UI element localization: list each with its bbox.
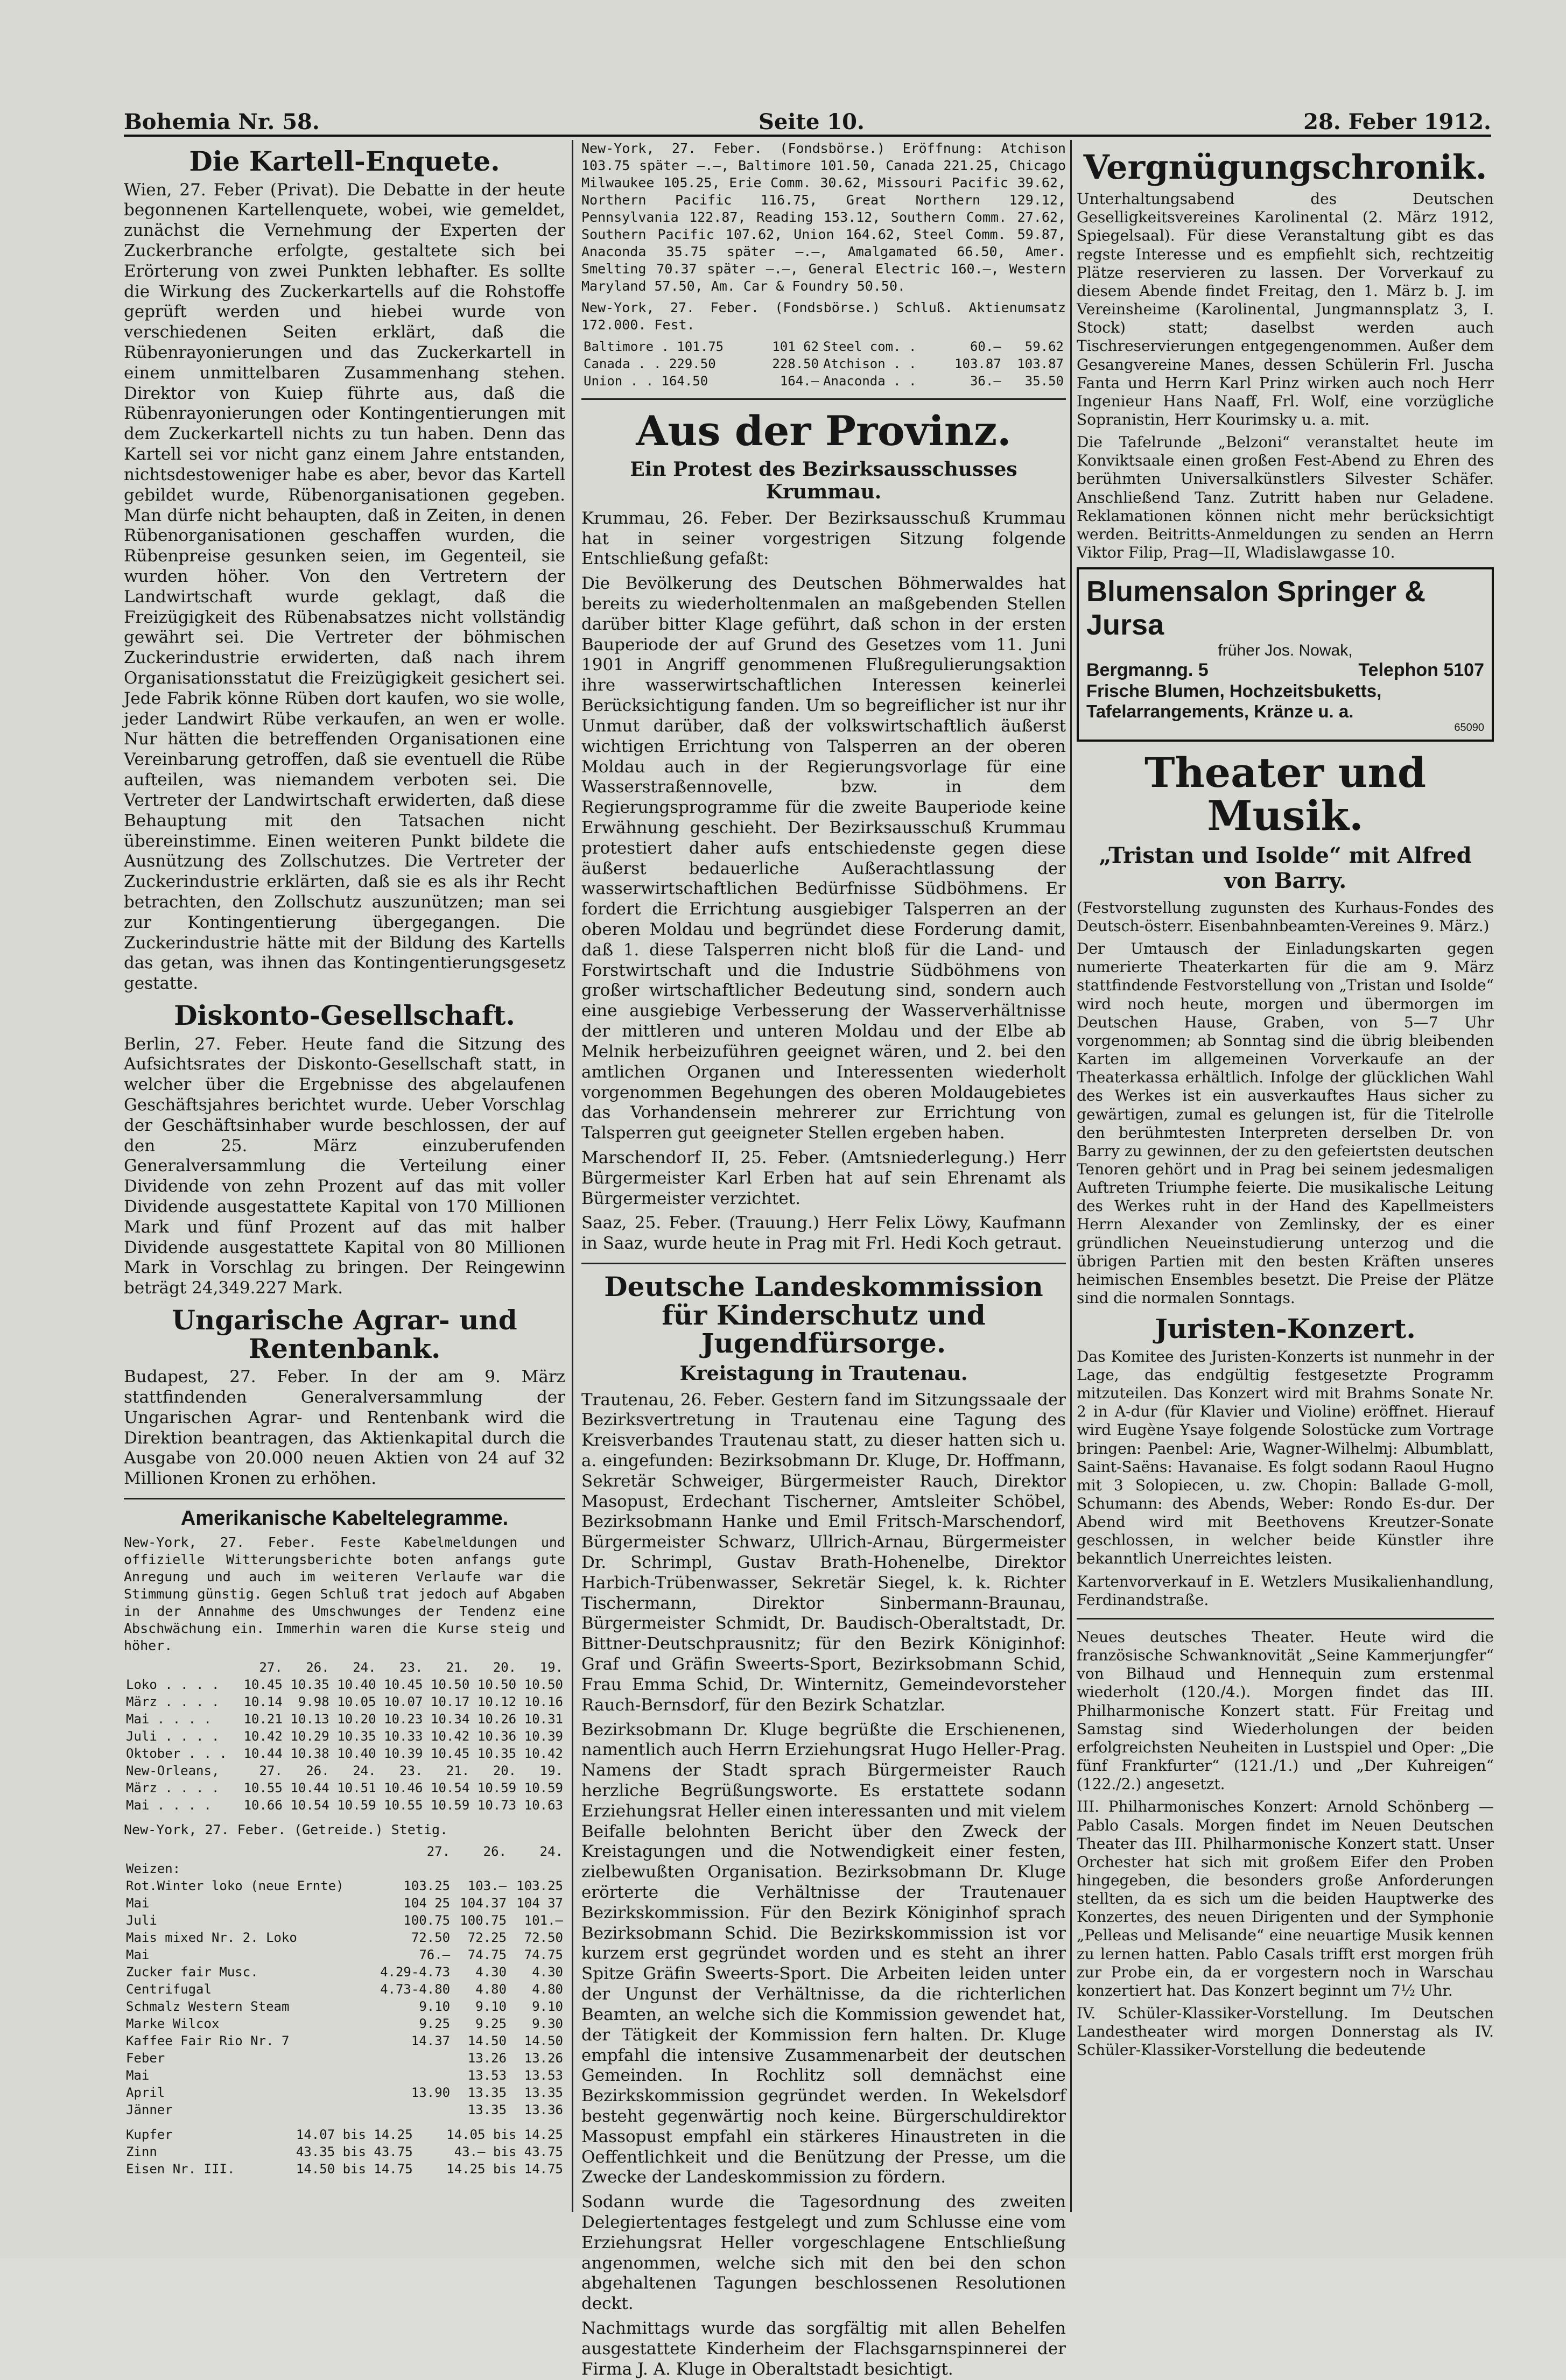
table-row: Kupfer 14.07 bis 14.25 14.05 bis 14.25 <box>126 2126 563 2142</box>
article-subtitle: Kreistagung in Trautenau. <box>679 1362 968 1385</box>
table-row: Mai 104 25 104.37 104 37 <box>126 1895 563 1911</box>
column-2 <box>581 140 1066 2379</box>
article-subtitle: „Tristan und Isolde“ mit Alfred von Barry. <box>1099 842 1472 893</box>
article-body: Trautenau, 26. Feber. Gestern fand im Sitzungssaale der Bezirksvertretung in Trautenau eine Tagung des Kreisverbandes Trautenau statt, zu dieser hatten sich u. a. eingefunden: Bezirksobmann Dr. Kluge, Dr. Hoffmann, Sekretär Schweiger, Bürgermeister Rauch, Direktor Masopust, Erdechant Tischerner, Amtsleiter Schöbel, Bezirksobmann Hanke und Emil Fritsch-Marschendorf, Bürgermeister Schwarz, Ullrich-Arnau, Bürgermeister Dr. Schrimpl, Gustav Brath-Hohenelbe, Direktor Harbich-Trübenwasser, Sekretär Siegel, k. k. Richter Tischermann, Direktor Sinbermann-Braunau, Bürgermeister Schmidt, Dr. Baudisch-Oberaltstadt, Dr. Bittner-Deutschprausnitz; für den Bezirk Königinhof: Graf und Gräfin Sweerts-Sport, Bezirksobmann Schid, Frau Emma Schid, Dr. Winternitz, Gemeindevorsteher Rauch-Bernsdorf, für den Bezirk Schatzlar. <box>581 1390 1066 1715</box>
grain-table <box>124 1843 565 2118</box>
table-row: Weizen: <box>126 1861 181 1876</box>
article-body: Krummau, 26. Feber. Der Bezirksausschuß Krummau hat in seiner vorgestrigen Sitzung folgende Entschließung gefaßt: <box>581 508 1066 569</box>
article-title: Deutsche Landeskommission für Kinderschutz und Jugendfürsorge. <box>604 1271 1043 1360</box>
divider <box>581 1263 1066 1264</box>
table-row: Loko . . . . 10.45 10.35 10.40 10.45 10.50 10.50 10.50 <box>126 1677 563 1692</box>
article-title: Amerikanische Kabeltelegramme. <box>180 1506 509 1530</box>
ad-address: Bergmanng. 5 <box>1086 660 1209 681</box>
table-header: 27. 26. 24. <box>426 1843 563 1859</box>
table-row: Eisen Nr. III. 14.50 bis 14.75 14.25 bis 14.75 <box>126 2161 563 2177</box>
divider <box>1077 1618 1494 1619</box>
stock-table <box>581 338 1066 390</box>
article-body: Sodann wurde die Tagesordnung des zweiten Delegiertentages festgelegt und zum Schlusse eine vom Erziehungsrat Heller vorgeschlagene Entschließung angenommen, welche sich mit den bei den schon abgehaltenen Tagungen beschlossenen Resolutionen deckt. <box>581 2192 1066 2314</box>
article-subtitle: Ein Protest des Bezirksausschusses Krummau. <box>630 457 1017 503</box>
article-body: Unterhaltungsabend des Deutschen Geselligkeitsvereines Karolinental (2. März 1912, Spiegelsaal). Für diese Veranstaltung gibt es das regste Interesse und es empfiehlt sich, rechtzeitig Plätze reservieren zu lassen. Der Vorverkauf zu diesem Abende findet Freitag, den 1. März b. J. im Vereinsheime (Karolinental, Jungmannsplatz 3, I. Stock) statt; daselbst werden auch Tischreservierungen entgegengenommen. Außer dem Gesangvereine Manes, dessen Schülerin Frl. Juscha Fanta und Herrn Karl Prinz wirken auch noch Herr Ingenieur Hans Naaff, Frl. Wolf, eine vorzügliche Sopranistin, Herr Kourimsky u. a. mit. <box>1077 190 1494 428</box>
table-row: Mai . . . . 10.66 10.54 10.59 10.55 10.59 10.73 10.63 <box>126 1797 563 1813</box>
stock-report: New-York, 27. Feber. (Fondsbörse.) Eröffnung: Atchison 103.75 später —.—, Baltimore 101.50, Canada 221.25, Chicago Milwaukee 105.25, Erie Comm. 30.62, Missouri Pacific 39.62, Northern Pacific 116.75, Great Northern 129.12, Pennsylvania 122.87, Reading 153.12, Southern Comm. 27.62, Southern Pacific 107.62, Union 164.62, Steel Comm. 59.87, Anaconda 35.75 später —.—, Amalgamated 66.50, Amer. Smelting 70.37 später —.—, General Electric 160.—, Western Maryland 57.50, Am. Car & Foundry 50.50. <box>581 140 1066 294</box>
table-row: Mai 76.— 74.75 74.75 <box>126 1947 563 1962</box>
table-row: Oktober . . . 10.44 10.38 10.40 10.39 10.45 10.35 10.42 <box>126 1745 563 1761</box>
metal-table <box>124 2126 565 2178</box>
ad-code: 65090 <box>1454 722 1484 734</box>
table-row: Baltimore . 101.75 101 62 Steel com. . 60.— 59.62 <box>584 339 1064 354</box>
table-row: Juli . . . . 10.42 10.29 10.35 10.33 10.42 10.36 10.39 <box>126 1728 563 1744</box>
section-title: Aus der Provinz. <box>636 407 1012 455</box>
article-body: Kartenvorverkauf in E. Wetzlers Musikalienhandlung, Ferdinandstraße. <box>1077 1572 1494 1609</box>
article-body: Berlin, 27. Feber. Heute fand die Sitzung des Aufsichtsrates der Diskonto-Gesellschaft statt, in welcher über die Ergebnisse des abgelaufenen Geschäftsjahres berichtet wurde. Ueber Vorschlag der Geschäftsinhaber wurde beschlossen, der auf den 25. März einzuberufenden Generalversammlung die Verteilung einer Dividende von zehn Prozent auf das mit voller Dividende ausgestattete Kapital von 170 Millionen Mark und fünf Prozent auf das mit halber Dividende ausgestattete Kapital von 80 Millionen Mark in Vorschlag zu bringen. Der Reingewinn beträgt 24,349.227 Mark. <box>124 1034 565 1298</box>
table-row: März . . . . 10.14 9.98 10.05 10.07 10.17 10.12 10.16 <box>126 1694 563 1709</box>
column-divider <box>1070 140 1072 2212</box>
article-title: Ungarische Agrar- und Rentenbank. <box>172 1304 517 1364</box>
table-row: April 13.90 13.35 13.35 <box>126 2085 563 2100</box>
article-body: Saaz, 25. Feber. (Trauung.) Herr Felix Löwy, Kaufmann in Saaz, wurde heute in Prag mit Frl. Hedi Koch getraut. <box>581 1213 1066 1254</box>
ad-former: früher Jos. Nowak, <box>1218 642 1353 660</box>
table-row: Mais mixed Nr. 2. Loko 72.50 72.25 72.50 <box>126 1930 563 1945</box>
table-row: Juli 100.75 100.75 101.— <box>126 1912 563 1928</box>
article-body: Marschendorf II, 25. Feber. (Amtsniederlegung.) Herr Bürgermeister Karl Erben hat auf sein Ehrenamt als Bürgermeister verzichtet. <box>581 1147 1066 1208</box>
table-row: Marke Wilcox 9.25 9.25 9.30 <box>126 2016 563 2031</box>
article-title: Juristen-Konzert. <box>1155 1313 1416 1345</box>
article-body: Die Tafelrunde „Belzoni“ veranstaltet heute im Konviktsaale einen großen Fest-Abend zu Ehren des berühmten Universalkünstlers Silvester Schäfer. Anschließend Tanz. Zutritt haben nur Geladene. Reklamationen können nicht mehr berücksichtigt werden. Beitritts-Anmeldungen zu senden an Herrn Viktor Filip, Prag—II, Wladislawgasse 10. <box>1077 433 1494 562</box>
table-row: Canada . . 229.50 228.50 Atchison . . 103.87 103.87 <box>584 356 1064 371</box>
column-divider <box>572 140 573 2212</box>
table-header: New-Orleans, 27. 26. 24. 23. 21. 20. 19. <box>126 1763 563 1778</box>
table-header: 27. 26. 24. 23. 21. 20. 19. <box>259 1659 563 1675</box>
table-row: Feber 13.26 13.26 <box>126 2050 563 2066</box>
header-date: 28. Feber 1912. <box>1303 109 1491 135</box>
divider <box>581 398 1066 400</box>
article-body: Der Umtausch der Einladungskarten gegen numerierte Theaterkarten für die am 9. März stattfindende Festvorstellung von „Tristan und Isolde“ wird noch heute, morgen und übermorgen im Deutschen Hause, Graben, von 5—7 Uhr vorgenommen; ab Sonntag sind die übrig bleibenden Karten im allgemeinen Vorverkaufe an der Theaterkassa erhältlich. Infolge der glücklichen Wahl des Werkes ist ein ausverkauftes Haus sicher zu gewärtigen, zumal es gelungen ist, für die Titelrolle den berühmtesten Interpreten derselben Dr. von Barry zu gewinnen, der zu den gefeiertsten deutschen Tenoren gehört und in Prag bei seinem jedesmaligen Auftreten Triumphe feierte. Die musikalische Leitung des Werkes ruht in der Hand des Kapellmeisters Herrn Alexander von Zemlinsky, der es einer gründlichen Neueinstudierung unterzog und die übrigen Partien mit den besten Kräften unseres heimischen Ensembles besetzt. Die Preise der Plätze sind die normalen Sonntags. <box>1077 940 1494 1307</box>
article-body: Budapest, 27. Feber. In der am 9. März stattfindenden Generalversammlung der Ungarischen Agrar- und Rentenbank wird die Direktion beantragen, das Aktienkapital durch die Ausgabe von 20.000 neuen Aktien von 24 auf 32 Millionen Kronen zu erhöhen. <box>124 1367 565 1489</box>
article-body: Das Komitee des Juristen-Konzerts ist nunmehr in der Lage, das endgültig festgesetzte Programm mitzuteilen. Das Konzert wird mit Brahms Sonate Nr. 2 in A-dur (für Klavier und Violine) eröffnet. Hierauf wird Eugène Ysaye folgende Solostücke zum Vortrage bringen: Paenbel: Arie, Wagner-Wilhelmj: Albumblatt, Saint-Saëns: Havanaise. Es folgt sodann Raoul Hugno mit 3 Solopiecen, u. zw. Chopin: Ballade G-moll, Schumann: des Abends, Weber: Rondo Es-dur. Der Abend wird mit Beethovens Kreutzer-Sonate geschlossen, in welcher beide Künstler ihre bekanntlich Unerreichtes leisten. <box>1077 1347 1494 1568</box>
table-row: Rot.Winter loko (neue Ernte) 103.25 103.— 103.25 <box>126 1878 563 1893</box>
article-body: Nachmittags wurde das sorgfältig mit allen Behelfen ausgestattete Kinderheim der Flachsgarnspinnerei der Firma J. A. Kluge in Oberaltstadt besichtigt. <box>581 2319 1066 2379</box>
article-body: Wien, 27. Feber (Privat). Die Debatte in der heute begonnenen Kartellenquete, wobei, wie gemeldet, zunächst die Vernehmung der Experten der Zuckerbranche erfolgte, gestaltete sich bei Erörterung von zwei Punkten lebhafter. Es sollte die Wirkung des Zuckerkartells auf die Rohstoffe geprüft werden und hiebei wurde von verschiedenen Seiten erklärt, daß die Rübenrayonierungen und das Zuckerkartell in einem unmittelbaren Zusammenhang stehen. Direktor von Kuiep führte aus, daß die Rübenrayonierungen oder Kontingentierungen mit dem Zuckerkartell nichts zu tun haben. Denn das Kartell sei vor nicht ganz einem Jahre entstanden, nichtsdestoweniger habe es aber, bevor das Kartell gebildet wurde, Rübenorganisationen gegeben. Man dürfe nicht behaupten, daß in Zeiten, in denen Rübenorganisationen geschaffen wurden, die Rübenpreise gesunken seien, im Gegenteil, sie wurden höher. Von den Vertretern der Landwirtschaft wurde geklagt, daß die Freizügigkeit des Rübenabsatzes nicht vollständig gewährt sei. Die Vertreter der böhmischen Zuckerindustrie erwiderten, daß nach ihrem Organisationsstatut die Freizügigkeit gesichert sei. Jede Fabrik könne Rüben dort kaufen, wo sie wolle, jeder Landwirt Rübe verkaufen, an wen er wolle. Nur hätten die betreffenden Organisationen eine Vereinbarung getroffen, daß sie eventuell die Rübe aufteilen, was niemandem verboten sei. Die Vertreter der Landwirtschaft erwiderten, daß diese Behauptung mit den Tatsachen nicht übereinstimme. Einen weiteren Punkt bildete die Ausnützung des Zollschutzes. Die Vertreter der Zuckerindustrie erklärten, daß sie es als ihr Recht betrachten, den Zollschutz auszunützen; man sei zur Kontingentierung übergegangen. Die Zuckerindustrie hätte mit der Bildung des Kartells das getan, was ihnen das Kontingentierungsgesetz gestatte. <box>124 180 565 994</box>
divider <box>124 1498 565 1499</box>
stock-close: New-York, 27. Feber. (Fondsbörse.) Schluß. Aktienumsatz 172.000. Fest. <box>581 300 1066 333</box>
ad-phone: Telephon 5107 <box>1358 660 1484 681</box>
ad-name: Blumensalon Springer & Jursa <box>1086 575 1426 642</box>
header-paper-name: Bohemia Nr. 58. <box>124 109 320 135</box>
table-row: Union . . 164.50 164.— Anaconda . . 36.— 35.50 <box>584 374 1064 389</box>
grain-title: New-York, 27. Feber. (Getreide.) Stetig. <box>124 1821 448 1837</box>
table-row: Mai . . . . 10.21 10.13 10.20 10.23 10.34 10.26 10.31 <box>126 1711 563 1727</box>
header-page-number: Seite 10. <box>758 109 865 135</box>
section-title: Vergnügungschronik. <box>1083 147 1487 187</box>
table-row: Centrifugal 4.73-4.80 4.80 4.80 <box>126 1981 563 1997</box>
article-body: III. Philharmonisches Konzert: Arnold Schönberg — Pablo Casals. Morgen findet im Neuen Deutschen Theater das III. Philharmonische Konzert statt. Unser Orchester hat sich mit großem Eifer den Proben hingegeben, die besonders große Anforderungen stellten, da es sich um die beiden Hauptwerke des Konzertes, des neuen Dirigenten und der Symphonie „Pelleas und Melisande“ eine neuartige Musik kennen zu lernen hatten. Pablo Casals trifft erst morgen früh zur Probe ein, da er vorgestern noch in Warschau konzertiert hat. Das Konzert beginnt um 7½ Uhr. <box>1077 1798 1494 1999</box>
section-title: Theater und Musik. <box>1144 749 1427 840</box>
article-body: (Festvorstellung zugunsten des Kurhaus-Fondes des Deutsch-österr. Eisenbahnbeamten-Vereines 9. März.) <box>1077 898 1494 935</box>
ad-contact <box>1086 660 1484 681</box>
advertisement <box>1077 567 1494 742</box>
table-row: Zinn 43.35 bis 43.75 43.— bis 43.75 <box>126 2144 563 2159</box>
article-title: Diskonto-Gesellschaft. <box>174 999 515 1031</box>
table-row: Zucker fair Musc. 4.29-4.73 4.30 4.30 <box>126 1964 563 1980</box>
article-title: Die Kartell-Enquete. <box>189 145 500 177</box>
page-header <box>124 97 1491 137</box>
table-row: Schmalz Western Steam 9.10 9.10 9.10 <box>126 1998 563 2014</box>
article-body: New-York, 27. Feber. Feste Kabelmeldungen und offizielle Witterungsberichte boten anfangs gute Anregung und auch im weiteren Verlaufe war die Stimmung günstig. Gegen Schluß trat jedoch auf Abgaben in der Annahme des Umschwunges der Tendenz eine Abschwächung ein. Immerhin waren die Kurse steig und höher. <box>124 1534 565 1653</box>
column-3 <box>1077 140 1494 2212</box>
table-row: März . . . . 10.55 10.44 10.51 10.46 10.54 10.59 10.59 <box>126 1780 563 1795</box>
article-body: Bezirksobmann Dr. Kluge begrüßte die Erschienenen, namentlich auch Herrn Erziehungsrat Hugo Heller-Prag. Namens der Stadt sprach Bürgermeister Rauch herzliche Begrüßungsworte. Es erstattete sodann Erziehungsrat Heller einen interessanten und mit vielem Beifalle belohnten Bericht über den Zweck der Kreistagungen und die Notwendigkeit einer festen, zielbewußten Organisation. Bezirksobmann Dr. Kluge erörterte die Verhältnisse der Trautenauer Bezirkskommission. Für den Bezirk Königinhof sprach Bezirksobmann Schid. Die Bezirkskommission ist vor kurzem erst gegründet worden und es steht an ihrer Spitze Gräfin Sweerts-Sport. Die Arbeiten leiden unter der Ungunst der Verhältnisse, da die richterlichen Beamten, an welche sich die Kommission gewendet hat, der Tätigkeit der Kommission fern halten. Dr. Kluge empfahl die intensive Zusammenarbeit der deutschen Gemeinden. In Rochlitz soll demnächst eine Bezirkskommission gegründet werden. In Wekelsdorf besteht gegenwärtig noch keine. Bürgerschuldirektor Massopust empfahl ein stärkeres Hinaustreten in die Oeffentlichkeit und die Benützung der Presse, um die Zwecke der Landeskommission zu fördern. <box>581 1720 1066 2187</box>
table-row: Jänner 13.35 13.36 <box>126 2102 563 2117</box>
ad-text: Frische Blumen, Hochzeitsbuketts, Tafelarrangements, Kränze u. a. <box>1086 681 1382 722</box>
table-row: Mai 13.53 13.53 <box>126 2067 563 2083</box>
cotton-table <box>124 1659 565 1814</box>
article-body: Neues deutsches Theater. Heute wird die französische Schwanknovität „Seine Kammerjungfer“ von Bilhaud und Hennequin zum erstenmal wiederholt (120./4.). Morgen findet das III. Philharmonische Konzert statt. Für Freitag und Samstag sind Wiederholungen der beiden erfolgreichsten Neuheiten in Lustspiel und Oper: „Die fünf Frankfurter“ (121./1.) und „Der Kuhreigen“ (122./2.) angesetzt. <box>1077 1628 1494 1793</box>
article-body: IV. Schüler-Klassiker-Vorstellung. Im Deutschen Landestheater wird morgen Donnerstag als IV. Schüler-Klassiker-Vorstellung die bedeutende <box>1077 2004 1494 2059</box>
column-1 <box>124 140 565 2212</box>
table-row: Kaffee Fair Rio Nr. 7 14.37 14.50 14.50 <box>126 2033 563 2048</box>
article-body: Die Bevölkerung des Deutschen Böhmerwaldes hat bereits zu wiederholtenmalen an maßgebenden Stellen darüber bitter Klage geführt, daß schon in der ersten Bauperiode der auf Grund des Gesetzes vom 11. Juni 1901 in Angriff genommenen Flußregulierungsaktion ihre wasserwirtschaftlichen Interessen keinerlei Berücksichtigung fanden. Um so begreiflicher ist nur ihr Unmut darüber, daß der volkswirtschaftlich äußerst wichtigen Errichtung von Talsperren an der oberen Moldau auch in der Regierungsvorlage für eine Wasserstraßennovelle, bzw. in dem Regierungsprogramme für die zweite Bauperiode keine Erwähnung geschieht. Der Bezirksausschuß Krummau protestiert daher aufs entschiedenste gegen diese äußerst bedauerliche Außerachtlassung der wasserwirtschaftlichen Bedürfnisse Südböhmens. Er fordert die Errichtung ausgiebiger Talsperren an der oberen Moldau und begründet diese Forderung damit, daß 1. diese Talsperren nicht bloß für die Land- und Forstwirtschaft und die Industrie Südböhmens von großer wirtschaftlicher Bedeutung sind, sondern auch eine ausgiebige Verbesserung der Wasserverhältnisse der mittleren und unteren Moldau und der Elbe ab Melnik herbeizuführen geeignet wären, und 2. bei den amtlichen Organen und Interessenten wiederholt vorgenommen Begehungen des oberen Moldaugebietes das Vorhandensein mehrerer zur Errichtung von Talsperren gut geeigneter Stellen ergeben haben. <box>581 574 1066 1143</box>
